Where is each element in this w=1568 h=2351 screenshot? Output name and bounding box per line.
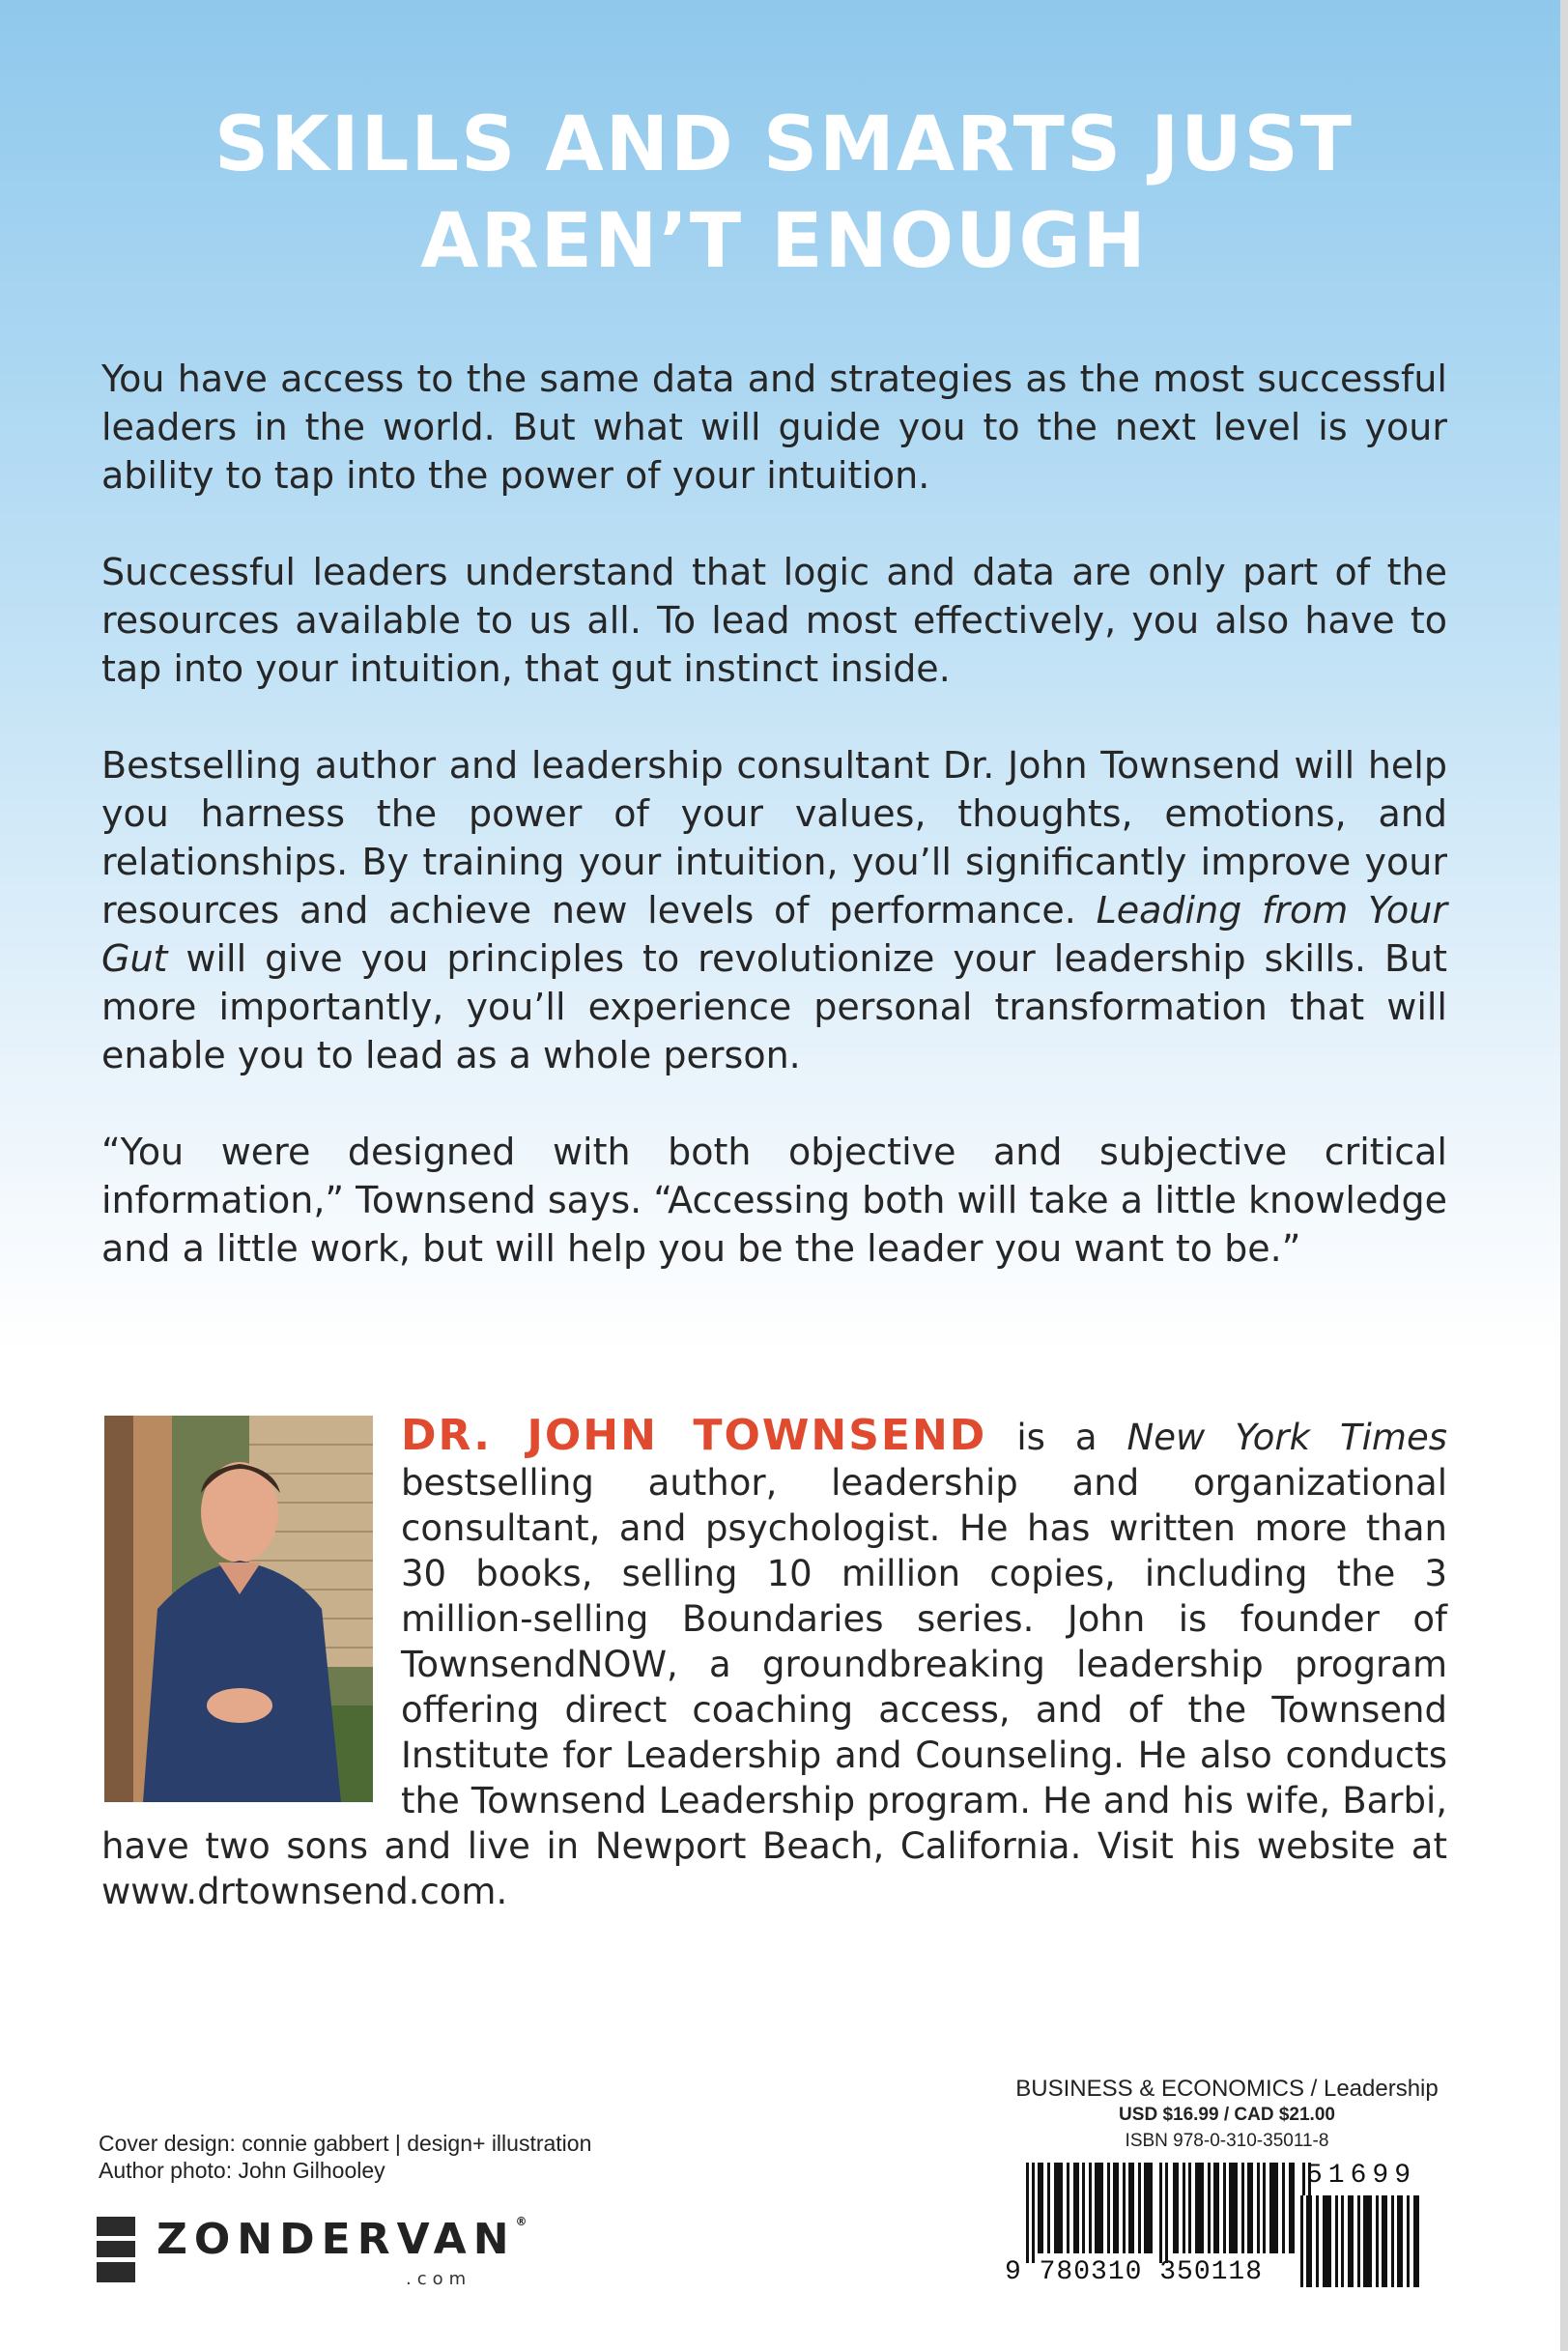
author-photo-credit: Author photo: John Gilhooley [99,2158,385,2183]
bio-is-a: is a [986,1417,1127,1458]
publisher-logo [97,2213,527,2290]
paragraph-3 [101,741,1447,1079]
credits [99,2130,591,2184]
paragraph-3-text-b: will give you principles to revolutionize your leadership skills. But more importantly, you’ll experience personal transformation that will enable you to lead as a whole person. [101,937,1447,1076]
cover-edge [1560,0,1568,2351]
author-bio [101,1413,1447,1914]
photo-wrap-spacer [101,1413,401,1823]
description [101,355,1447,1273]
zondervan-mark-icon [97,2217,135,2282]
author-name: DR. JOHN TOWNSEND [401,1411,987,1460]
headline-line-1: SKILLS AND SMARTS JUST [214,101,1354,188]
publisher-name [157,2215,527,2264]
bio-text: bestselling author, leadership and organizational consultant, and psychologist. He has written more than 30 books, selling 10 million copies, including the 3 million-selling Boundaries series. John is founder of TownsendNOW, a groundbreaking leadership program offering direct coaching access, and of the Townsend Institute for Leadership and Counseling. He also conducts the Townsend Leadership program. He and his wife, Barbi, have two sons and live in Newport Beach, California. Visit his website at www.drtownsend.com. [101,1462,1447,1912]
bisac-category: BUSINESS & ECONOMICS / Leadership [1015,2076,1439,2102]
paragraph-2: Successful leaders understand that logic and data are only part of the resources available to us all. To lead most effectively, you also have to tap into your intuition, that gut instinct inside. [101,551,1447,690]
isbn-line: ISBN 978-0-310-35011-8 [1125,2131,1329,2151]
price-line: USD $16.99 / CAD $21.00 [1119,2105,1335,2125]
publisher-domain: .com [406,2269,472,2289]
publication-name: New York Times [1126,1417,1447,1458]
addon-digits: 51699 [1306,2161,1417,2191]
headline [0,97,1568,290]
cover-design-credit: Cover design: connie gabbert | design+ illustration [99,2131,592,2156]
publisher-name-text: ZONDERVAN [157,2215,516,2264]
paragraph-1: You have access to the same data and strategies as the most successful leaders in the world. But what will guide you to the next level is your ability to tap into the power of your intuition. [101,358,1447,497]
book-title: Leading from Your Gut [101,889,1447,980]
barcode [1005,2157,1430,2292]
price-addon-barcode-icon [1297,2195,1424,2287]
registered-mark: ® [515,2215,527,2228]
barcode-digits: 9 780310 350118 [1005,2257,1264,2287]
ean-barcode-icon [1024,2163,1314,2263]
headline-line-2: AREN’T ENOUGH [420,198,1148,285]
quote-paragraph: “You were designed with both objective and subjective critical information,” Townsend says. “Accessing both will take a little knowledge and a little work, but will help you be the leader you want to be.” [101,1131,1447,1270]
paragraph-3-text-a: Bestselling author and leadership consultant Dr. John Townsend will help you harness the power of your values, thoughts, emotions, and relationships. By training your intuition, you’ll significantly improve your resources and achieve new levels of performance. [101,744,1447,932]
